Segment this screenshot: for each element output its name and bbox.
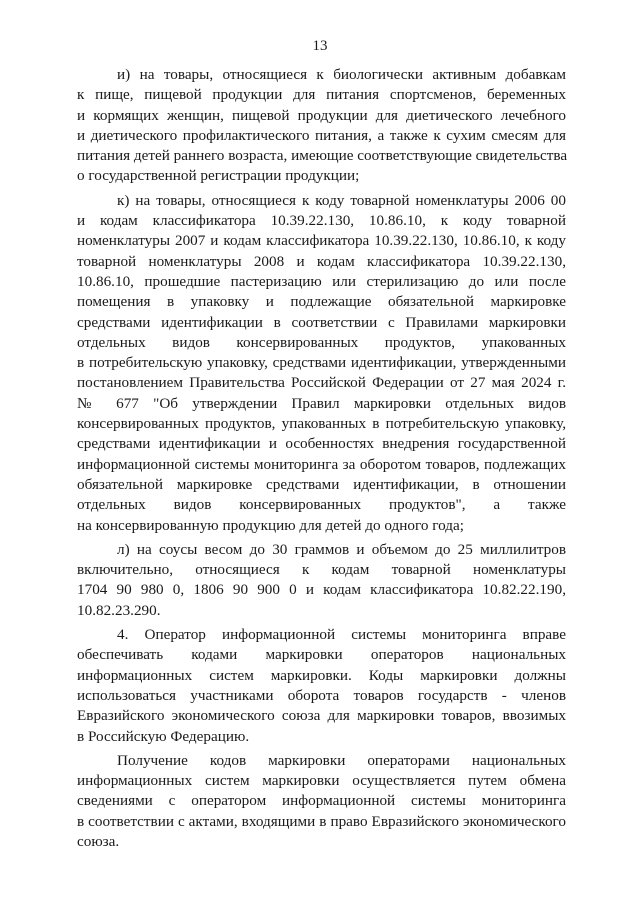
text-line: средствами идентификации в соответствии с Правилами маркировки bbox=[77, 313, 566, 331]
text-line: консервированных продуктов, упакованных в потребительскую упаковку, bbox=[77, 415, 566, 433]
text-line: 10.86.10, прошедшие пастеризацию или стерилизацию до или после bbox=[77, 272, 566, 290]
text-line: включительно, относящиеся к кодам товарной номенклатуры bbox=[77, 561, 566, 579]
text-line: к) на товары, относящиеся к коду товарной номенклатуры 2006 00 bbox=[117, 191, 566, 209]
paragraph-section-4 bbox=[77, 625, 566, 747]
text-line: информационных систем маркировки осуществляется путем обмена bbox=[77, 772, 566, 790]
text-line: л) на соусы весом до 30 граммов и объемом до 25 миллилитров bbox=[117, 540, 566, 558]
text-line: к пище, пищевой продукции для питания спортсменов, беременных bbox=[77, 86, 566, 104]
text-line: информационной системы мониторинга за оборотом товаров, подлежащих bbox=[77, 455, 566, 473]
text-line: 10.82.23.290. bbox=[77, 601, 161, 619]
paragraph-item-i bbox=[77, 65, 566, 187]
document-body bbox=[77, 65, 566, 856]
text-line: обеспечивать кодами маркировки операторов национальных bbox=[77, 646, 566, 664]
text-line: номенклатуры 2007 и кодам классификатора 10.39.22.130, 10.86.10, к коду bbox=[77, 232, 566, 250]
text-line: и кормящих женщин, пищевой продукции для диетического лечебного bbox=[77, 106, 566, 124]
text-line: № 677 "Об утверждении Правил маркировки отдельных видов bbox=[77, 394, 566, 412]
text-line: о государственной регистрации продукции; bbox=[77, 167, 360, 185]
text-line: и кодам классификатора 10.39.22.130, 10.86.10, к коду товарной bbox=[77, 212, 566, 230]
text-line: информационных систем маркировки. Коды маркировки должны bbox=[77, 666, 566, 684]
text-line: на консервированную продукцию для детей до одного года; bbox=[77, 516, 464, 534]
text-line: в соответствии с актами, входящими в право Евразийского экономического bbox=[77, 812, 566, 830]
text-line: использоваться участниками оборота товаров государств - членов bbox=[77, 686, 566, 704]
text-line: 1704 90 980 0, 1806 90 900 0 и кодам классификатора 10.82.22.190, bbox=[77, 581, 566, 599]
text-line: помещения в упаковку и подлежащие обязательной маркировке bbox=[77, 293, 566, 311]
text-line: отдельных видов консервированных продуктов", а также bbox=[77, 496, 566, 514]
page-number: 13 bbox=[312, 38, 328, 54]
text-line: в потребительскую упаковку, средствами идентификации, утвержденными bbox=[77, 354, 566, 372]
text-line: Получение кодов маркировки операторами национальных bbox=[117, 751, 566, 769]
paragraph-item-l bbox=[77, 540, 566, 621]
text-line: 4. Оператор информационной системы мониторинга вправе bbox=[117, 626, 566, 644]
text-line: и) на товары, относящиеся к биологически активным добавкам bbox=[117, 66, 566, 83]
paragraph-codes-exchange bbox=[77, 751, 566, 852]
text-line: средствами идентификации и особенностях внедрения государственной bbox=[77, 435, 566, 453]
text-line: отдельных видов консервированных продуктов, упакованных bbox=[77, 333, 566, 351]
text-line: в Российскую Федерацию. bbox=[77, 727, 250, 745]
text-line: товарной номенклатуры 2008 и кодам классификатора 10.39.22.130, bbox=[77, 252, 566, 270]
text-line: союза. bbox=[77, 832, 120, 850]
text-line: обязательной маркировке средствами идентификации, в отношении bbox=[77, 475, 566, 493]
paragraph-item-k bbox=[77, 191, 566, 536]
text-line: питания детей раннего возраста, имеющие соответствующие свидетельства bbox=[77, 147, 568, 165]
text-line: сведениями с оператором информационной системы мониторинга bbox=[77, 792, 566, 810]
text-line: Евразийского экономического союза для маркировки товаров, ввозимых bbox=[77, 707, 566, 725]
text-line: постановлением Правительства Российской Федерации от 27 мая 2024 г. bbox=[77, 374, 566, 392]
text-line: и диетического профилактического питания, а также к сухим смесям для bbox=[77, 126, 566, 144]
